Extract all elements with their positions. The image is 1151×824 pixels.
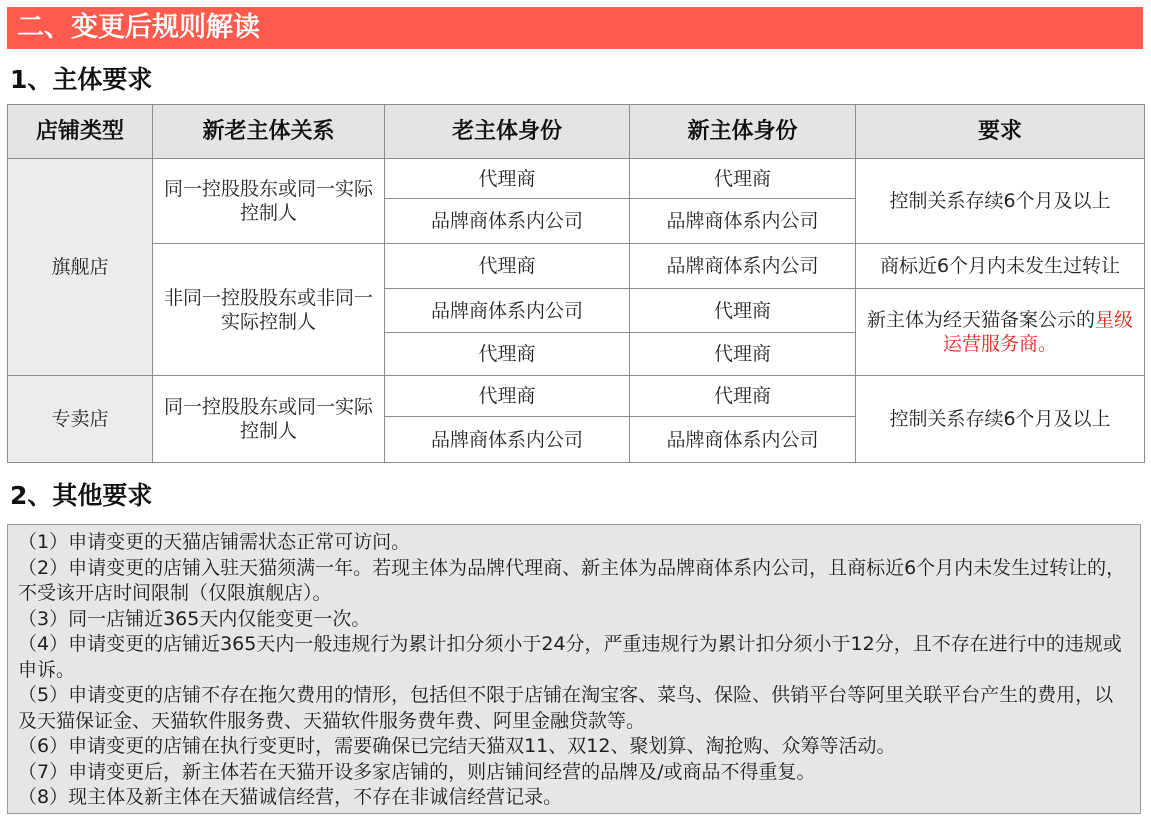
requirement-item: （1）申请变更的天猫店铺需状态正常可访问。: [18, 531, 411, 553]
new-identity-cell: 代理商: [630, 376, 856, 417]
header-requirement: 要求: [856, 105, 1145, 159]
new-identity-cell: 品牌商体系内公司: [630, 244, 856, 289]
old-identity-cell: 品牌商体系内公司: [385, 417, 630, 463]
new-identity-cell: 品牌商体系内公司: [630, 417, 856, 463]
header-relation: 新老主体关系: [153, 105, 385, 159]
old-identity-cell: 品牌商体系内公司: [385, 199, 630, 244]
store-type-flagship: 旗舰店: [8, 159, 153, 376]
new-identity-cell: 代理商: [630, 289, 856, 333]
requirement-control-6-months: 控制关系存续6个月及以上: [856, 159, 1145, 244]
header-new-identity: 新主体身份: [630, 105, 856, 159]
requirement-item: （4）申请变更的店铺近365天内一般违规行为累计扣分须小于24分，严重违规行为累计扣分须小于12分，且不存在进行中的违规或申诉。: [18, 633, 1122, 681]
new-identity-cell: 品牌商体系内公司: [630, 199, 856, 244]
relation-same-controller: 同一控股股东或同一实际控制人: [153, 376, 385, 463]
requirement-item: （5）申请变更的店铺不存在拖欠费用的情形，包括但不限于店铺在淘宝客、菜鸟、保险、供销平台等阿里关联平台产生的费用，以及天猫保证金、天猫软件服务费、天猫软件服务费年费、阿里金融贷款等。: [18, 684, 1114, 732]
table-row: [8, 244, 1145, 289]
requirement-star-provider: [856, 289, 1145, 376]
banner-title: 二、变更后规则解读: [17, 12, 260, 43]
table-row: [8, 376, 1145, 417]
requirement-star-prefix: 新主体为经天猫备案公示的: [866, 309, 1095, 331]
store-type-specialty: 专卖店: [8, 376, 153, 463]
requirement-item: （3）同一店铺近365天内仅能变更一次。: [18, 607, 371, 630]
old-identity-cell: 代理商: [385, 376, 630, 417]
other-requirements-box: [7, 524, 1141, 814]
section-title-other: 2、其他要求: [10, 481, 153, 510]
relation-same-controller: 同一控股股东或同一实际控制人: [153, 159, 385, 244]
new-identity-cell: 代理商: [630, 333, 856, 376]
table-row: [8, 159, 1145, 199]
old-identity-cell: 品牌商体系内公司: [385, 289, 630, 333]
requirement-item: （7）申请变更后，新主体若在天猫开设多家店铺的，则店铺间经营的品牌及/或商品不得重复。: [18, 760, 816, 783]
section-title-subject: 1、主体要求: [10, 65, 153, 94]
relation-not-same-controller: 非同一控股股东或非同一实际控制人: [153, 244, 385, 376]
header-store-type: 店铺类型: [8, 105, 153, 159]
requirement-item: （2）申请变更的店铺入驻天猫须满一年。若现主体为品牌代理商、新主体为品牌商体系内公司，且商标近6个月内未发生过转让的，不受该开店时间限制（仅限旗舰店）。: [18, 556, 1126, 604]
old-identity-cell: 代理商: [385, 244, 630, 289]
new-identity-cell: 代理商: [630, 159, 856, 199]
section-banner: [7, 7, 1143, 49]
requirement-trademark: 商标近6个月内未发生过转让: [856, 244, 1145, 289]
requirement-item: （6）申请变更的店铺在执行变更时，需要确保已完结天猫双11、双12、聚划算、淘抢购、众筹等活动。: [18, 735, 896, 757]
requirement-item: （8）现主体及新主体在天猫诚信经营，不存在非诚信经营记录。: [18, 786, 563, 808]
old-identity-cell: 代理商: [385, 159, 630, 199]
header-old-identity: 老主体身份: [385, 105, 630, 159]
subject-requirements-table: [7, 104, 1145, 463]
table-header-row: [8, 105, 1145, 159]
old-identity-cell: 代理商: [385, 333, 630, 376]
requirement-star-highlight: 星级运营服务商。: [942, 309, 1134, 355]
requirement-control-6-months: 控制关系存续6个月及以上: [856, 376, 1145, 463]
